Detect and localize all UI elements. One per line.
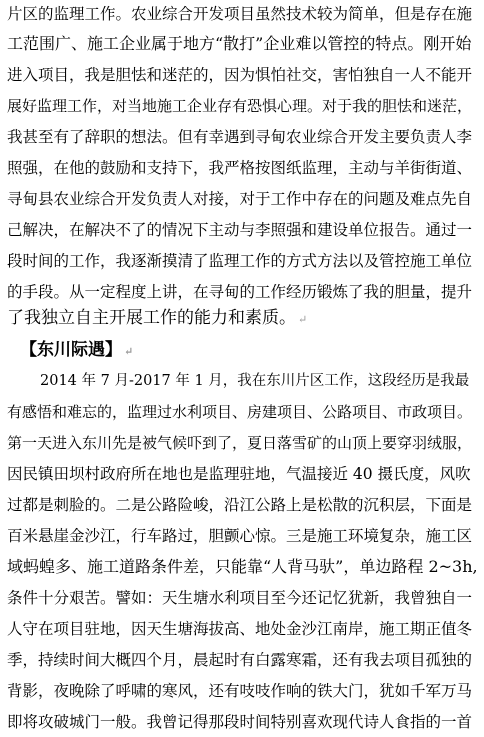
text-line: 季，持续时间大概四个月，晨起时有白露寒霜，还有我去项目孤独的 — [7, 651, 473, 669]
text-line-last — [7, 303, 479, 333]
text-line: 己解决，在解决不了的情况下主动与李照强和建设单位报告。通过一 — [7, 221, 473, 239]
text-line: 背影，夜晚除了呼啸的寒风，还有吱吱作响的铁大门，犹如千军万马 — [7, 682, 473, 700]
text-line: 域蚂蝗多、施工道路条件差，只能靠“人背马驮”，单边路程 2~3h, — [7, 557, 478, 576]
text-line: 条件十分艰苦。譬如：天生塘水利项目至今还记忆犹新，我曾独自一 — [7, 589, 473, 607]
section-heading-text: 【东川际遇】 — [20, 340, 122, 360]
text-line: 展好监理工作，对当地施工企业存有恐惧心理。对于我的胆怯和迷茫， — [7, 97, 473, 115]
text-line: 的手段。从一定程度上讲，在寻甸的工作经历锻炼了我的胆量，提升 — [7, 283, 473, 301]
text-line: 人守在项目驻地，因天生塘海拔高、地处金沙江南岸，施工期正值冬 — [7, 620, 473, 638]
text-line: 工范围广、施工企业属于地方“散打”企业难以管控的特点。刚开始 — [7, 34, 472, 53]
text-line: 片区的监理工作。农业综合开发项目虽然技术较为简单，但是存在施 — [7, 5, 473, 23]
text-line: 过都是刺脸的。二是公路险峻，沿江公路上是松散的沉积层，下面是 — [7, 496, 473, 514]
text-line: 我甚至有了辞职的想法。但有幸遇到寻甸农业综合开发主要负责人李 — [7, 128, 473, 146]
text-line: 照强，在他的鼓励和支持下，我严格按图纸监理，主动与羊街街道、 — [7, 159, 473, 177]
text-line: 即将攻破城门一般。我曾记得那段时间特别喜欢现代诗人食指的一首 — [7, 713, 473, 731]
text-line: 了我独立自主开展工作的能力和素质。 — [7, 308, 296, 328]
text-line: 因民镇田坝村政府所在地也是监理驻地，气温接近 40 摄氏度，风吹 — [7, 465, 471, 483]
section-heading — [20, 335, 133, 365]
text-line: 有感悟和难忘的，监理过水利项目、房建项目、公路项目、市政项目。 — [7, 403, 473, 421]
text-line: 百米悬崖金沙江，行车路过，胆颤心惊。三是施工环境复杂，施工区 — [7, 527, 473, 545]
text-line: 2014 年 7 月-2017 年 1 月，我在东川片区工作，这段经历是我最 — [40, 373, 470, 389]
paragraph-mark-icon: ↵ — [124, 345, 134, 358]
text-line: 段时间的工作，我逐渐摸清了监理工作的方式方法以及管控施工单位 — [7, 252, 473, 270]
text-line: 进入项目，我是胆怯和迷茫的，因为惧怕社交，害怕独自一人不能开 — [7, 66, 473, 84]
paragraph-mark-icon: ↵ — [298, 313, 308, 326]
text-line: 寻甸县农业综合开发负责人对接，对于工作中存在的问题及难点先自 — [7, 190, 473, 208]
text-line: 第一天进入东川先是被气候吓到了，夏日落雪矿的山顶上要穿羽绒服， — [7, 434, 473, 452]
